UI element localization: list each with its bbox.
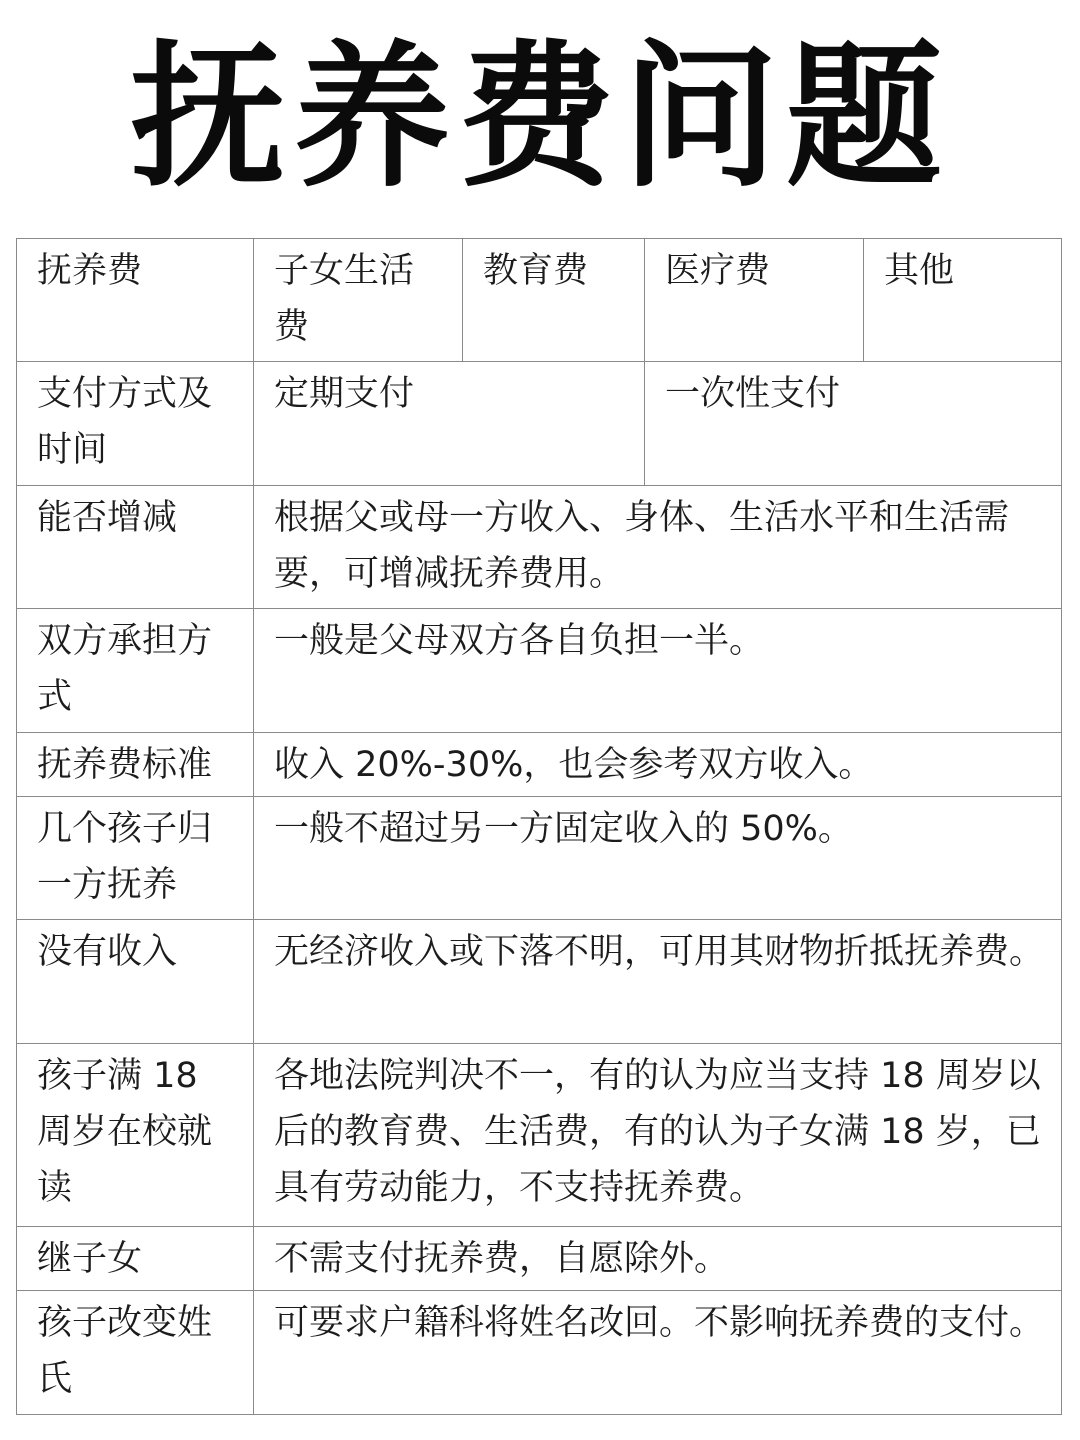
row-value: [254, 1227, 1062, 1291]
table-row: [17, 920, 1062, 1044]
row-label: [17, 920, 254, 1044]
cell-periodic-payment: [254, 362, 645, 486]
row-value: [254, 486, 1062, 609]
table-row: [17, 1227, 1062, 1291]
child-support-table: [16, 238, 1062, 1415]
row-label: [17, 609, 254, 733]
cell-text: 各地法院判决不一，有的认为应当支持 18 周岁以后的教育费、生活费，有的认为子女满 18 岁，已具有劳动能力，不支持抚养费。: [274, 1056, 1041, 1208]
cell-text: 无经济收入或下落不明，可用其财物折抵抚养费。: [274, 932, 1045, 972]
row-value: [254, 609, 1062, 733]
table-row: [17, 486, 1062, 609]
cell-text: 支付方式及时间: [37, 374, 213, 470]
page-title: 抚养费问题: [130, 26, 950, 208]
table-row: [17, 733, 1062, 797]
table-row-header: [17, 239, 1062, 362]
row-label: [17, 486, 254, 609]
table-row: [17, 609, 1062, 733]
cell-text: 教育费: [483, 251, 589, 291]
header-cell-living-expenses: [254, 239, 463, 362]
header-cell-medical-fee: [645, 239, 864, 362]
table-row: [17, 1291, 1062, 1415]
cell-text: 孩子改变姓氏: [37, 1303, 213, 1399]
row-label: [17, 797, 254, 920]
header-cell-other: [864, 239, 1062, 362]
cell-text: 医疗费: [665, 251, 771, 291]
row-value: [254, 733, 1062, 797]
cell-text: 可要求户籍科将姓名改回。不影响抚养费的支付。: [274, 1303, 1045, 1343]
row-value: [254, 1291, 1062, 1415]
row-label: [17, 362, 254, 486]
cell-text: 抚养费: [37, 251, 143, 291]
cell-text: 子女生活费: [274, 251, 415, 347]
cell-text: 双方承担方式: [37, 621, 213, 717]
cell-text: 继子女: [37, 1239, 143, 1279]
cell-text: 没有收入: [37, 932, 178, 972]
cell-text: 一次性支付: [665, 374, 841, 414]
cell-lump-sum-payment: [645, 362, 1062, 486]
cell-text: 收入 20%-30%，也会参考双方收入。: [274, 745, 874, 785]
cell-text: 能否增减: [37, 498, 178, 538]
cell-text: 一般不超过另一方固定收入的 50%。: [274, 809, 853, 849]
cell-text: 孩子满 18 周岁在校就读: [37, 1056, 213, 1208]
row-label: [17, 239, 254, 362]
row-value: [254, 1044, 1062, 1227]
table-row: [17, 797, 1062, 920]
row-label: [17, 1044, 254, 1227]
row-label: [17, 1227, 254, 1291]
row-value: [254, 797, 1062, 920]
cell-text: 一般是父母双方各自负担一半。: [274, 621, 765, 661]
cell-text: 其他: [884, 251, 955, 291]
row-label: [17, 1291, 254, 1415]
cell-text: 根据父或母一方收入、身体、生活水平和生活需要，可增减抚养费用。: [274, 498, 1010, 594]
header-cell-education-fee: [463, 239, 645, 362]
table-row: [17, 1044, 1062, 1227]
cell-text: 定期支付: [274, 374, 415, 414]
cell-text: 不需支付抚养费，自愿除外。: [274, 1239, 730, 1279]
row-label: [17, 733, 254, 797]
table-row-payment: [17, 362, 1062, 486]
cell-text: 几个孩子归一方抚养: [37, 809, 213, 905]
row-value: [254, 920, 1062, 1044]
cell-text: 抚养费标准: [37, 745, 213, 785]
